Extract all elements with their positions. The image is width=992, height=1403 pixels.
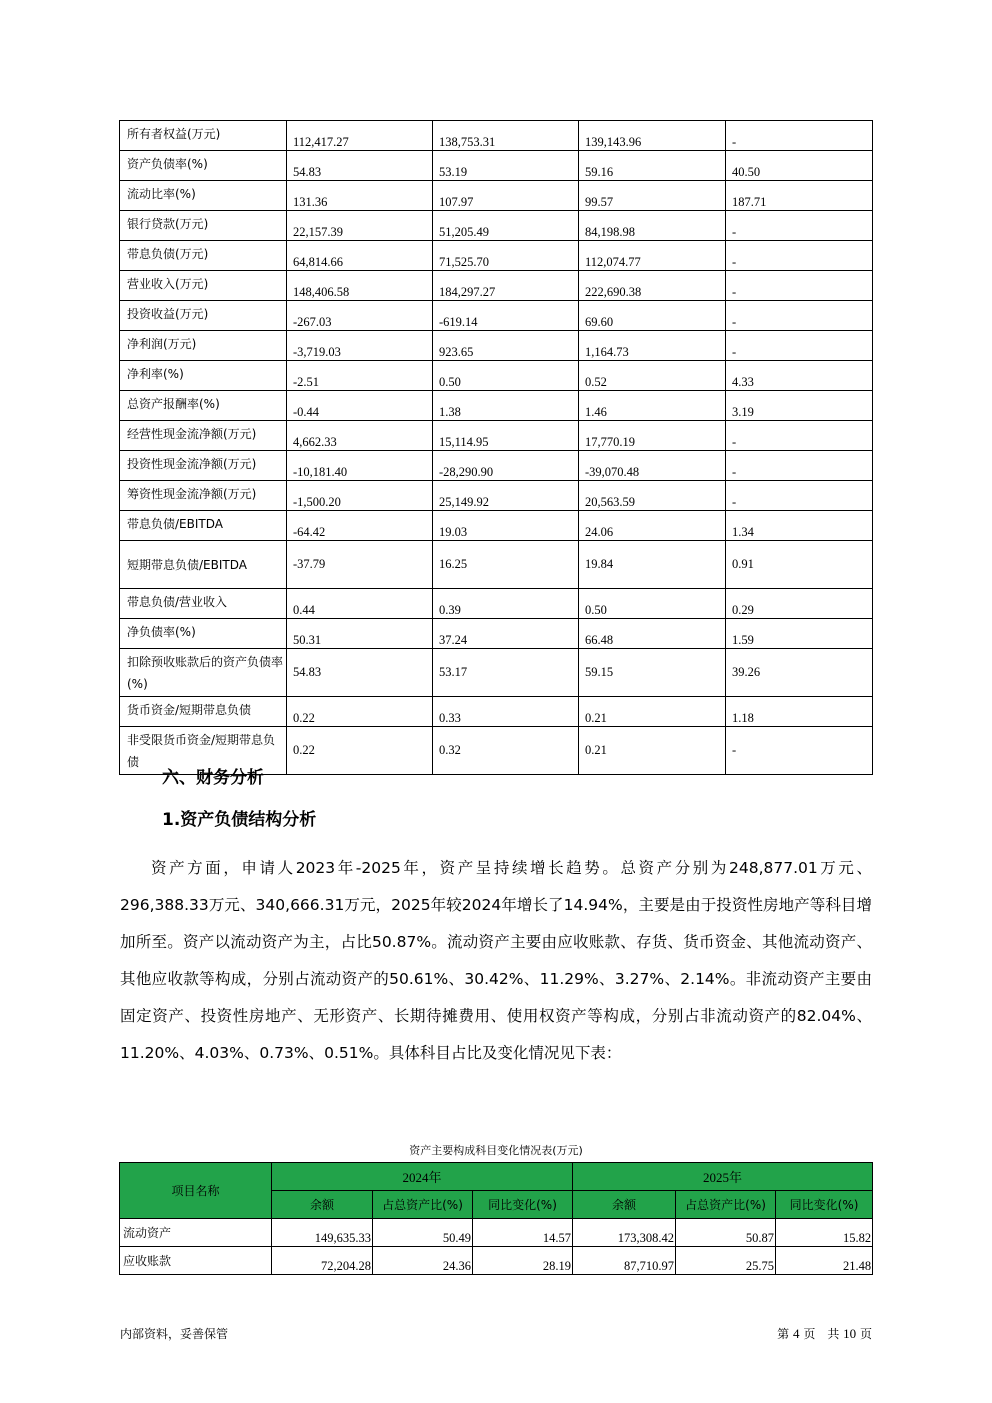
composition-value: 25.75 xyxy=(676,1247,776,1275)
metric-value-text: -10,181.40 xyxy=(293,465,348,479)
metric-value xyxy=(579,331,726,361)
composition-row xyxy=(120,1247,873,1275)
share-header: 占总资产比(%) xyxy=(676,1191,776,1219)
metric-value xyxy=(726,331,873,361)
metrics-row xyxy=(120,301,873,331)
metric-value-text: 64,814.66 xyxy=(293,255,343,269)
metric-value xyxy=(433,391,579,421)
balance-header: 余额 xyxy=(272,1191,373,1219)
metric-value-text: 1.38 xyxy=(439,405,461,419)
metric-value-text: - xyxy=(732,225,737,239)
metric-value xyxy=(287,241,433,271)
analysis-text: 资产方面，申请人2023年-2025年，资产呈持续增长趋势。总资产分别为248,877.01万元、296,388.33万元、340,666.31万元，2025年较2024年增长了14.94%，主要是由于投资性房地产等科目增加所至。资产以流动资产为主，占比50.87%。流动资产主要由应收账款、存货、货币资金、其他流动资产、其他应收款等构成，分别占流动资产的50.61%、30.42%、11.29%、3.27%、2.14%。非流动资产主要由固定资产、投资性房地产、无形资产、长期待摊费用、使用权资产等构成，分别占非流动资产的82.04%、11.20%、4.03%、0.73%、0.51%。具体科目占比及变化情况见下表： xyxy=(120,859,872,1062)
metrics-row xyxy=(120,151,873,181)
metric-value-text: 4.33 xyxy=(732,375,754,389)
metric-value xyxy=(287,649,433,697)
metric-value xyxy=(726,451,873,481)
metric-value-text: - xyxy=(732,255,737,269)
year-header-2025: 2025年 xyxy=(573,1163,873,1191)
metric-value xyxy=(579,481,726,511)
financial-metrics-table xyxy=(119,120,873,775)
metric-value-text: 112,417.27 xyxy=(293,135,349,149)
metric-value xyxy=(287,451,433,481)
page-suffix: 页 xyxy=(859,1327,872,1341)
metrics-row xyxy=(120,211,873,241)
metric-label: 净利润(万元) xyxy=(120,331,287,361)
metric-value-text: 4,662.33 xyxy=(293,435,337,449)
composition-item-label: 流动资产 xyxy=(120,1219,272,1247)
metrics-row xyxy=(120,271,873,301)
metric-value xyxy=(579,211,726,241)
composition-value: 72,204.28 xyxy=(272,1247,373,1275)
metric-value xyxy=(433,121,579,151)
metric-value-text: 0.91 xyxy=(732,557,754,571)
metric-value xyxy=(579,271,726,301)
metric-value-text: 0.21 xyxy=(585,743,607,757)
metric-value-text: 0.22 xyxy=(293,711,315,725)
metric-value-text: 1.59 xyxy=(732,633,754,647)
metric-value xyxy=(726,361,873,391)
metric-value xyxy=(287,211,433,241)
metric-value-text: -1,500.20 xyxy=(293,495,341,509)
metric-value-text: -267.03 xyxy=(293,315,332,329)
metric-value-text: 107.97 xyxy=(439,195,474,209)
year-header-2024: 2024年 xyxy=(272,1163,573,1191)
metrics-row xyxy=(120,589,873,619)
metric-label: 带息负债/营业收入 xyxy=(120,589,287,619)
metric-label: 扣除预收账款后的资产负债率(%) xyxy=(120,649,287,697)
metric-value-text: 222,690.38 xyxy=(585,285,642,299)
metric-value xyxy=(579,511,726,541)
metrics-row xyxy=(120,181,873,211)
metric-value-text: 923.65 xyxy=(439,345,474,359)
metric-value xyxy=(433,211,579,241)
metric-value xyxy=(726,727,873,775)
metric-value xyxy=(287,481,433,511)
metric-value xyxy=(287,589,433,619)
metrics-row xyxy=(120,451,873,481)
yoy-header: 同比变化(%) xyxy=(473,1191,573,1219)
metric-value xyxy=(726,511,873,541)
metric-value xyxy=(287,421,433,451)
page-prefix: 第 xyxy=(777,1327,790,1341)
metric-value-text: 71,525.70 xyxy=(439,255,489,269)
composition-table-caption: 资产主要构成科目变化情况表(万元) xyxy=(409,1144,583,1157)
metric-value-text: - xyxy=(732,135,737,149)
metric-value xyxy=(433,181,579,211)
metric-value-text: 1.46 xyxy=(585,405,607,419)
metric-label: 总资产报酬率(%) xyxy=(120,391,287,421)
metric-value xyxy=(726,481,873,511)
metric-value xyxy=(726,181,873,211)
metric-label: 所有者权益(万元) xyxy=(120,121,287,151)
metric-label: 非受限货币资金/短期带息负债 xyxy=(120,727,287,775)
metric-value xyxy=(433,481,579,511)
metric-value xyxy=(726,391,873,421)
metric-value-text: 1.18 xyxy=(732,711,754,725)
metric-value xyxy=(579,181,726,211)
metric-value xyxy=(579,589,726,619)
metric-value xyxy=(433,271,579,301)
yoy-header: 同比变化(%) xyxy=(776,1191,873,1219)
metric-label: 货币资金/短期带息负债 xyxy=(120,697,287,727)
metric-value-text: - xyxy=(732,465,737,479)
metric-value-text: 0.33 xyxy=(439,711,461,725)
metric-value-text: 138,753.31 xyxy=(439,135,496,149)
metric-value-text: -39,070.48 xyxy=(585,465,640,479)
metric-value xyxy=(579,391,726,421)
metric-value-text: 0.22 xyxy=(293,743,315,757)
metric-value xyxy=(579,649,726,697)
metric-value-text: 1.34 xyxy=(732,525,754,539)
metric-value-text: 50.31 xyxy=(293,633,322,647)
metric-label: 净负债率(%) xyxy=(120,619,287,649)
metric-value-text: -64.42 xyxy=(293,525,326,539)
composition-value: 50.49 xyxy=(373,1219,473,1247)
composition-value: 15.82 xyxy=(776,1219,873,1247)
metric-label: 资产负债率(%) xyxy=(120,151,287,181)
metric-value-text: 37.24 xyxy=(439,633,468,647)
metric-value-text: 1,164.73 xyxy=(585,345,629,359)
metric-value xyxy=(726,301,873,331)
metric-value xyxy=(579,241,726,271)
metric-value xyxy=(726,697,873,727)
metric-value-text: 24.06 xyxy=(585,525,614,539)
metric-value xyxy=(433,361,579,391)
metric-value-text: - xyxy=(732,743,737,757)
metric-value xyxy=(579,121,726,151)
metric-value xyxy=(433,727,579,775)
financial-metrics-body xyxy=(120,121,873,775)
page-current: 4 xyxy=(792,1326,800,1341)
metric-value-text: - xyxy=(732,285,737,299)
subsection-heading: 1.资产负债结构分析 xyxy=(162,810,317,830)
metric-value-text: 54.83 xyxy=(293,165,322,179)
metric-value xyxy=(287,301,433,331)
balance-header: 余额 xyxy=(573,1191,676,1219)
metric-value xyxy=(287,619,433,649)
metric-value-text: 0.21 xyxy=(585,711,607,725)
metrics-row xyxy=(120,361,873,391)
metrics-row xyxy=(120,121,873,151)
metrics-row xyxy=(120,511,873,541)
metric-value-text: -28,290.90 xyxy=(439,465,494,479)
page-mid: 页 共 xyxy=(803,1327,840,1341)
metric-value-text: -0.44 xyxy=(293,405,320,419)
metric-value xyxy=(287,391,433,421)
metric-value xyxy=(579,301,726,331)
composition-value: 24.36 xyxy=(373,1247,473,1275)
metric-value xyxy=(579,541,726,589)
metric-value-text: 59.15 xyxy=(585,665,614,679)
metric-value xyxy=(579,151,726,181)
metrics-row xyxy=(120,331,873,361)
metric-value xyxy=(287,151,433,181)
share-header: 占总资产比(%) xyxy=(373,1191,473,1219)
metric-value-text: 66.48 xyxy=(585,633,614,647)
metric-value-text: 84,198.98 xyxy=(585,225,635,239)
metric-value xyxy=(433,649,579,697)
metric-label: 流动比率(%) xyxy=(120,181,287,211)
metric-value-text: 99.57 xyxy=(585,195,614,209)
metric-value xyxy=(433,619,579,649)
metric-value xyxy=(726,619,873,649)
metric-value-text: 15,114.95 xyxy=(439,435,489,449)
metrics-row xyxy=(120,481,873,511)
composition-value: 50.87 xyxy=(676,1219,776,1247)
metric-value xyxy=(433,451,579,481)
metric-value xyxy=(287,271,433,301)
metric-value xyxy=(726,211,873,241)
metric-value-text: 0.50 xyxy=(585,603,607,617)
composition-row xyxy=(120,1219,873,1247)
metric-value-text: 187.71 xyxy=(732,195,767,209)
metrics-row xyxy=(120,391,873,421)
metric-label: 净利率(%) xyxy=(120,361,287,391)
metric-value xyxy=(433,241,579,271)
analysis-paragraph xyxy=(120,850,872,1072)
metric-value-text: 0.29 xyxy=(732,603,754,617)
metric-value xyxy=(287,181,433,211)
metric-value-text: 0.39 xyxy=(439,603,461,617)
metric-value xyxy=(287,727,433,775)
metric-value-text: 53.17 xyxy=(439,665,468,679)
composition-value: 149,635.33 xyxy=(272,1219,373,1247)
metric-value xyxy=(726,589,873,619)
metric-value xyxy=(726,649,873,697)
metric-value-text: - xyxy=(732,435,737,449)
metric-value-text: - xyxy=(732,495,737,509)
metric-value-text: 0.50 xyxy=(439,375,461,389)
metric-value-text: 51,205.49 xyxy=(439,225,489,239)
metric-value xyxy=(433,697,579,727)
page-total: 10 xyxy=(843,1326,857,1341)
metric-value xyxy=(579,451,726,481)
metric-value-text: -3,719.03 xyxy=(293,345,341,359)
asset-composition-table xyxy=(119,1162,873,1275)
metric-value xyxy=(287,121,433,151)
composition-value: 28.19 xyxy=(473,1247,573,1275)
metric-value-text: 20,563.59 xyxy=(585,495,635,509)
metrics-row xyxy=(120,421,873,451)
metric-value xyxy=(726,421,873,451)
metric-value-text: 17,770.19 xyxy=(585,435,635,449)
metric-value-text: 69.60 xyxy=(585,315,614,329)
metric-value xyxy=(433,511,579,541)
metric-value xyxy=(579,727,726,775)
metric-value xyxy=(579,421,726,451)
metric-value-text: 0.44 xyxy=(293,603,315,617)
metric-value-text: 3.19 xyxy=(732,405,754,419)
metric-value xyxy=(726,121,873,151)
metric-value-text: 40.50 xyxy=(732,165,761,179)
metrics-row xyxy=(120,619,873,649)
composition-item-label: 应收账款 xyxy=(120,1247,272,1275)
metric-value-text: 22,157.39 xyxy=(293,225,343,239)
metric-value xyxy=(433,421,579,451)
metrics-row xyxy=(120,241,873,271)
metric-label: 带息负债/EBITDA xyxy=(120,511,287,541)
metric-value xyxy=(433,541,579,589)
metric-value-text: 54.83 xyxy=(293,665,322,679)
metric-value-text: 0.32 xyxy=(439,743,461,757)
metric-value xyxy=(726,271,873,301)
metric-label: 带息负债(万元) xyxy=(120,241,287,271)
metric-value-text: - xyxy=(732,345,737,359)
composition-value: 173,308.42 xyxy=(573,1219,676,1247)
metric-value-text: - xyxy=(732,315,737,329)
metric-value-text: 16.25 xyxy=(439,557,468,571)
metric-label: 投资性现金流净额(万元) xyxy=(120,451,287,481)
metrics-row xyxy=(120,541,873,589)
metric-value xyxy=(579,619,726,649)
metric-value xyxy=(433,589,579,619)
metric-value-text: 112,074.77 xyxy=(585,255,641,269)
metric-value-text: -2.51 xyxy=(293,375,320,389)
metric-label: 筹资性现金流净额(万元) xyxy=(120,481,287,511)
metric-label: 投资收益(万元) xyxy=(120,301,287,331)
metric-value-text: 0.52 xyxy=(585,375,607,389)
metric-value-text: 131.36 xyxy=(293,195,328,209)
metric-value-text: -37.79 xyxy=(293,557,326,571)
footer-confidential-note: 内部资料，妥善保管 xyxy=(120,1327,229,1341)
asset-composition-body xyxy=(120,1219,873,1275)
metric-value-text: 25,149.92 xyxy=(439,495,489,509)
metric-label: 营业收入(万元) xyxy=(120,271,287,301)
composition-header-row xyxy=(120,1163,873,1191)
metric-value xyxy=(287,697,433,727)
metric-value xyxy=(287,361,433,391)
metric-value xyxy=(287,331,433,361)
metric-value-text: 139,143.96 xyxy=(585,135,642,149)
metric-value-text: 184,297.27 xyxy=(439,285,496,299)
metric-value-text: -619.14 xyxy=(439,315,478,329)
metric-label: 银行贷款(万元) xyxy=(120,211,287,241)
composition-value: 21.48 xyxy=(776,1247,873,1275)
composition-value: 14.57 xyxy=(473,1219,573,1247)
metric-value xyxy=(287,541,433,589)
metric-value-text: 19.03 xyxy=(439,525,468,539)
metric-value-text: 59.16 xyxy=(585,165,614,179)
metric-value xyxy=(579,697,726,727)
metrics-row xyxy=(120,697,873,727)
metric-value xyxy=(726,541,873,589)
metric-value xyxy=(433,151,579,181)
metric-value xyxy=(433,301,579,331)
metric-value xyxy=(287,511,433,541)
metric-value xyxy=(433,331,579,361)
metrics-row xyxy=(120,649,873,697)
footer-page-number xyxy=(777,1325,872,1342)
item-name-header: 项目名称 xyxy=(120,1163,272,1219)
metric-value-text: 39.26 xyxy=(732,665,761,679)
metric-value xyxy=(726,151,873,181)
metric-value xyxy=(726,241,873,271)
metric-value xyxy=(579,361,726,391)
metric-label: 经营性现金流净额(万元) xyxy=(120,421,287,451)
section-heading: 六、财务分析 xyxy=(162,768,264,788)
metric-label: 短期带息负债/EBITDA xyxy=(120,541,287,589)
metric-value-text: 53.19 xyxy=(439,165,468,179)
metric-value-text: 148,406.58 xyxy=(293,285,350,299)
composition-value: 87,710.97 xyxy=(573,1247,676,1275)
metric-value-text: 19.84 xyxy=(585,557,614,571)
